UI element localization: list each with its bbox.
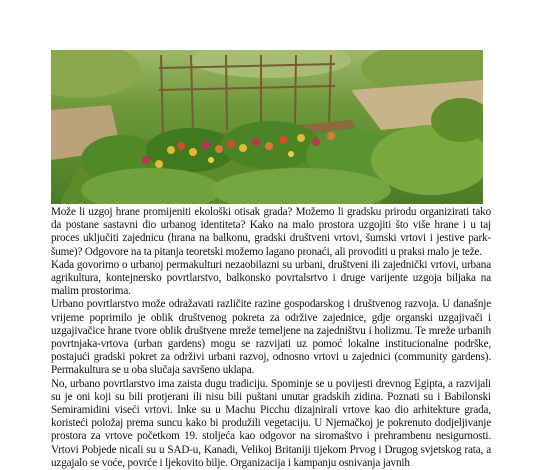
- paragraph-3: Urbano povrtlarstvo može odražavati različite razine gospodarskog i društvenog razvoja. U današnje vrijeme poprimilo je oblik društvenog pokreta za održive zajednice, gdje organski uzgajivači i uzgajivačice hrane tvore oblik društvene mreže temeljene na zajedništvu i holizmu. Te mreže urbanih povrtnjaka-vrtova (urban gardens) mogu se razvijati uz pomoć lokalne institucionalne podrške, postajući gradski pokret za održivi urbani razvoj, odnosno vrtovi u zajednici (community gardens). Permakultura se u oba slučaja savršeno uklapa.: [51, 298, 491, 377]
- garden-photo: [51, 50, 483, 204]
- article-body: [51, 206, 491, 470]
- paragraph-4: No, urbano povrtlarstvo ima zaista dugu tradiciju. Spominje se u povijesti drevnog Egipta, a razvijali su je oni koji su bili protjerani ili nisu bili puštani unutar gradskih zidina. Poznati su i Babilonski Semiramidini viseći vrtovi. Inke su u Machu Picchu dizajnirali vrtove kao dio arhitekture grada, koristeći položaj prema suncu kako bi produžili vegetaciju. U Njemačkoj je pokrenuto dodjeljivanje prostora za vrtove početkom 19. stoljeća kao odgovor na siromaštvo i prehrambenu nesigurnosti. Vrtovi Pobjede nicali su u SAD-u, Kanadi, Velikoj Britaniji tijekom Prvog i Drugog svjetskog rata, a uzgajalo se voće, povrće i ljekovito bilje. Organizacija i kampanju osnivanja javnih: [51, 377, 491, 469]
- paragraph-2: Kada govorimo o urbanoj permakulturi nezaobilazni su urbani, društveni ili zajednički vrtovi, urbana agrikultura, kontejnersko povrtlarstvo, balkonsko povrtalsrtvo i druge varijente uzgoja biljaka na malim prostorima.: [51, 258, 491, 298]
- paragraph-1: Može li uzgoj hrane promijeniti ekološki otisak grada? Možemo li gradsku prirodu organizirati tako da postane sastavni dio urbanog identiteta? Kako na malo prostora uzgojiti što više hrane i u taj proces uključiti zajednicu (hrana na balkonu, gradski društveni vrtovi, šumski vrtovi i jestive park-šume)? Odgovore na ta pitanja teoretski možemo lagano pronaći, ali provoditi u praksi malo je teže.: [51, 206, 491, 258]
